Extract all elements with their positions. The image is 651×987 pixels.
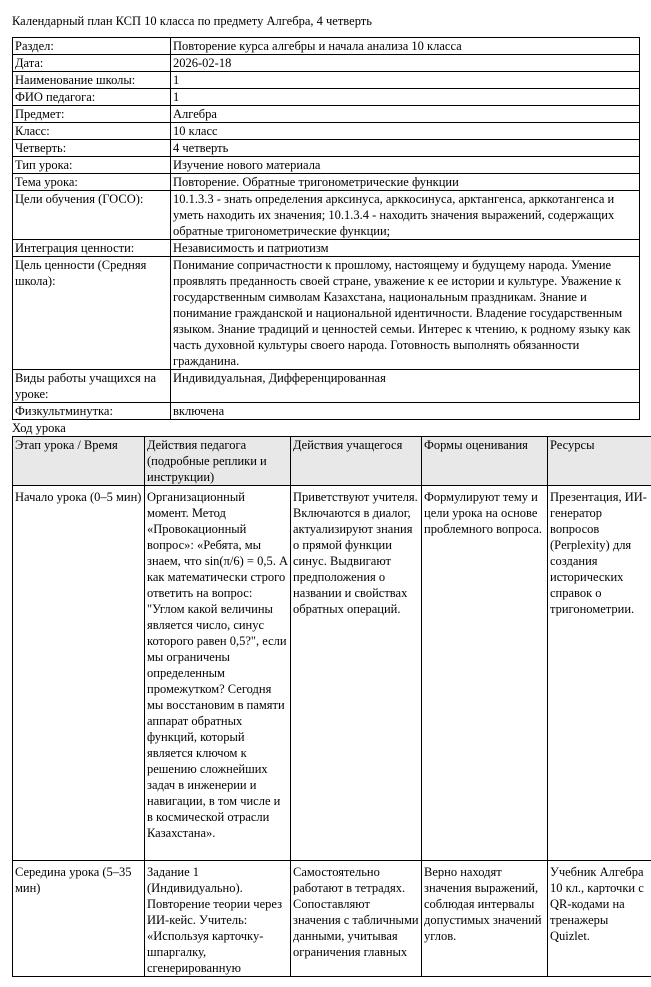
meta-row: [13, 140, 640, 157]
meta-row: [13, 55, 640, 72]
meta-key: Четверть:: [13, 140, 171, 157]
meta-value: Повторение курса алгебры и начала анализа 10 класса: [171, 38, 640, 55]
meta-value: Изучение нового материала: [171, 157, 640, 174]
cell-assessment: Формулируют тему и цели урока на основе проблемного вопроса.: [422, 486, 548, 861]
meta-value: включена: [171, 403, 640, 420]
meta-value: Понимание сопричастности к прошлому, настоящему и будущему народа. Умение проявлять преданность своей стране, уважение к ее истории и культуре. Уважение к государственным символам Казахстана, национальным праздникам. Знание и понимание гражданской и национальной идентичности. Владение государственным языком. Знание традиций и ценностей семьи. Интерес к чтению, к родному языку как часть духовной культуры своего народа. Готовность выполнять обязанности гражданина.: [171, 257, 640, 370]
meta-value: 1: [171, 89, 640, 106]
meta-key: Интеграция ценности:: [13, 240, 171, 257]
cell-teacher: Организационный момент. Метод «Провокационный вопрос»: «Ребята, мы знаем, что sin(π/6) = 0,5. А как математически строго ответить на вопрос: "Углом какой величины является число, синус которого равен 0,5?", если мы ограничены определенным промежутком? Сегодня мы восстановим в памяти аппарат обратных функций, который является ключом к решению сложнейших задач в инженерии и навигации, в том числе и в космической отрасли Казахстана».: [145, 486, 291, 861]
meta-row: [13, 403, 640, 420]
meta-key: Класс:: [13, 123, 171, 140]
cell-resources: Учебник Алгебра 10 кл., карточки с QR-кодами на тренажеры Quizlet.: [548, 861, 651, 977]
cell-resources: Презентация, ИИ-генератор вопросов (Perplexity) для создания исторических справок о тригонометрии.: [548, 486, 651, 861]
lesson-row: [13, 861, 651, 977]
meta-row: [13, 123, 640, 140]
header-stage: Этап урока / Время: [13, 437, 145, 486]
header-teacher: Действия педагога (подробные реплики и инструкции): [145, 437, 291, 486]
meta-table: [12, 37, 640, 420]
meta-key: Предмет:: [13, 106, 171, 123]
header-assessment: Формы оценивания: [422, 437, 548, 486]
header-student: Действия учащегося: [291, 437, 422, 486]
lesson-table: [12, 436, 651, 977]
meta-key: Цель ценности (Средняя школа):: [13, 257, 171, 370]
cell-stage: Середина урока (5–35 мин): [13, 861, 145, 977]
lesson-row: [13, 486, 651, 861]
meta-value: Алгебра: [171, 106, 640, 123]
meta-row: [13, 157, 640, 174]
document-title: Календарный план КСП 10 класса по предмету Алгебра, 4 четверть: [12, 14, 372, 28]
meta-value: Повторение. Обратные тригонометрические функции: [171, 174, 640, 191]
meta-row: [13, 240, 640, 257]
meta-key: ФИО педагога:: [13, 89, 171, 106]
meta-row: [13, 72, 640, 89]
cell-teacher: Задание 1 (Индивидуально). Повторение теории через ИИ-кейс. Учитель: «Используя карточку-шпаргалку, сгенерированную: [145, 861, 291, 977]
lesson-header-row: [13, 437, 651, 486]
header-resources: Ресурсы: [548, 437, 651, 486]
meta-value: 10 класс: [171, 123, 640, 140]
meta-value: 1: [171, 72, 640, 89]
cell-stage: Начало урока (0–5 мин): [13, 486, 145, 861]
meta-row: [13, 370, 640, 403]
meta-key: Тип урока:: [13, 157, 171, 174]
cell-student: Самостоятельно работают в тетрадях. Сопоставляют значения с табличными данными, учитывая ограничения главных: [291, 861, 422, 977]
meta-value: 10.1.3.3 - знать определения арксинуса, арккосинуса, арктангенса, арккотангенса и уметь находить их значения; 10.1.3.4 - находить значения выражений, содержащих обратные тригонометрические функции;: [171, 191, 640, 240]
meta-value: Индивидуальная, Дифференцированная: [171, 370, 640, 403]
meta-key: Раздел:: [13, 38, 171, 55]
meta-key: Цели обучения (ГОСО):: [13, 191, 171, 240]
cell-assessment: Верно находят значения выражений, соблюдая интервалы допустимых значений углов.: [422, 861, 548, 977]
meta-value: 4 четверть: [171, 140, 640, 157]
meta-row: [13, 89, 640, 106]
meta-key: Наименование школы:: [13, 72, 171, 89]
meta-key: Физкультминутка:: [13, 403, 171, 420]
meta-row: [13, 106, 640, 123]
cell-student: Приветствуют учителя. Включаются в диалог, актуализируют знания о прямой функции синус. Выдвигают предположения о названии и свойствах обратных операций.: [291, 486, 422, 861]
meta-key: Дата:: [13, 55, 171, 72]
meta-key: Тема урока:: [13, 174, 171, 191]
meta-value: Независимость и патриотизм: [171, 240, 640, 257]
lesson-progress-title: Ход урока: [12, 421, 66, 435]
meta-value: 2026-02-18: [171, 55, 640, 72]
meta-row: [13, 257, 640, 370]
meta-row: [13, 174, 640, 191]
meta-row: [13, 191, 640, 240]
meta-key: Виды работы учащихся на уроке:: [13, 370, 171, 403]
meta-row: [13, 38, 640, 55]
